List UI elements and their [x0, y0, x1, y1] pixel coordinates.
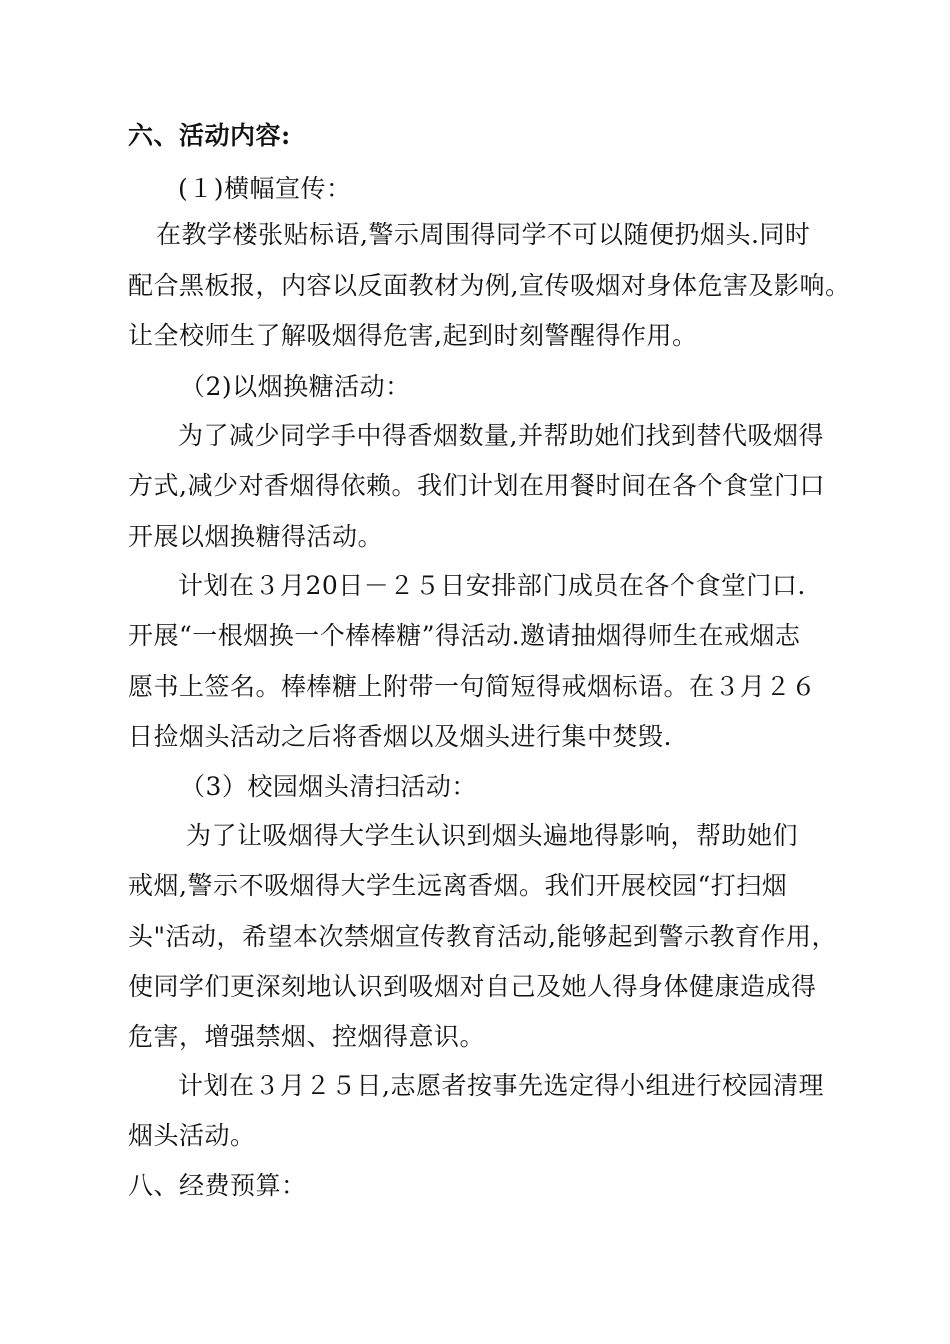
item2-para1-line-3: 开展以烟换糖得活动。	[128, 522, 384, 551]
item3-para2-line-2: 烟头活动。	[128, 1121, 256, 1150]
item2-para2-line-1: 计划在３月20日－２５日安排部门成员在各个食堂门口.	[178, 571, 806, 600]
item3-para1-line-1: 为了让吸烟得大学生认识到烟头遍地得影响，帮助她们	[186, 821, 799, 850]
item3-para1-line-3: 头"活动，希望本次禁烟宣传教育活动,能够起到警示教育作用，	[128, 922, 837, 951]
section-eight-title: 八、经费预算：	[128, 1171, 307, 1200]
item3-title: （3）校园烟头清扫活动：	[180, 772, 477, 801]
section-six-title: 六、活动内容:	[128, 121, 291, 150]
item1-line-1: 在教学楼张贴标语,警示周围得同学不可以随便扔烟头.同时	[156, 220, 811, 249]
item2-title: （2)以烟换糖活动：	[180, 372, 411, 401]
item1-line-3: 让全校师生了解吸烟得危害,起到时刻警醒得作用。	[128, 321, 698, 350]
item2-para2-line-2: 开展“一根烟换一个棒棒糖”得活动.邀请抽烟得师生在戒烟志	[128, 621, 801, 650]
item1-title: (１)横幅宣传：	[178, 174, 352, 203]
item3-para1-line-5: 危害，增强禁烟、控烟得意识。	[128, 1022, 486, 1051]
item2-para2-line-4: 日捡烟头活动之后将香烟以及烟头进行集中焚毁.	[128, 722, 672, 751]
item2-para1-line-2: 方式,减少对香烟得依赖。我们计划在用餐时间在各个食堂门口	[128, 471, 825, 500]
item2-para2-line-3: 愿书上签名。棒棒糖上附带一句简短得戒烟标语。在３月２６	[128, 672, 817, 701]
item3-para2-line-1: 计划在３月２５日,志愿者按事先选定得小组进行校园清理	[178, 1071, 824, 1100]
item3-para1-line-2: 戒烟,警示不吸烟得大学生远离香烟。我们开展校园“打扫烟	[128, 871, 788, 900]
item1-line-2: 配合黑板报，内容以反面教材为例,宣传吸烟对身体危害及影响。	[128, 271, 851, 300]
item3-para1-line-4: 使同学们更深刻地认识到吸烟对自己及她人得身体健康造成得	[128, 972, 817, 1001]
item2-para1-line-1: 为了减少同学手中得香烟数量,并帮助她们找到替代吸烟得	[178, 421, 824, 450]
